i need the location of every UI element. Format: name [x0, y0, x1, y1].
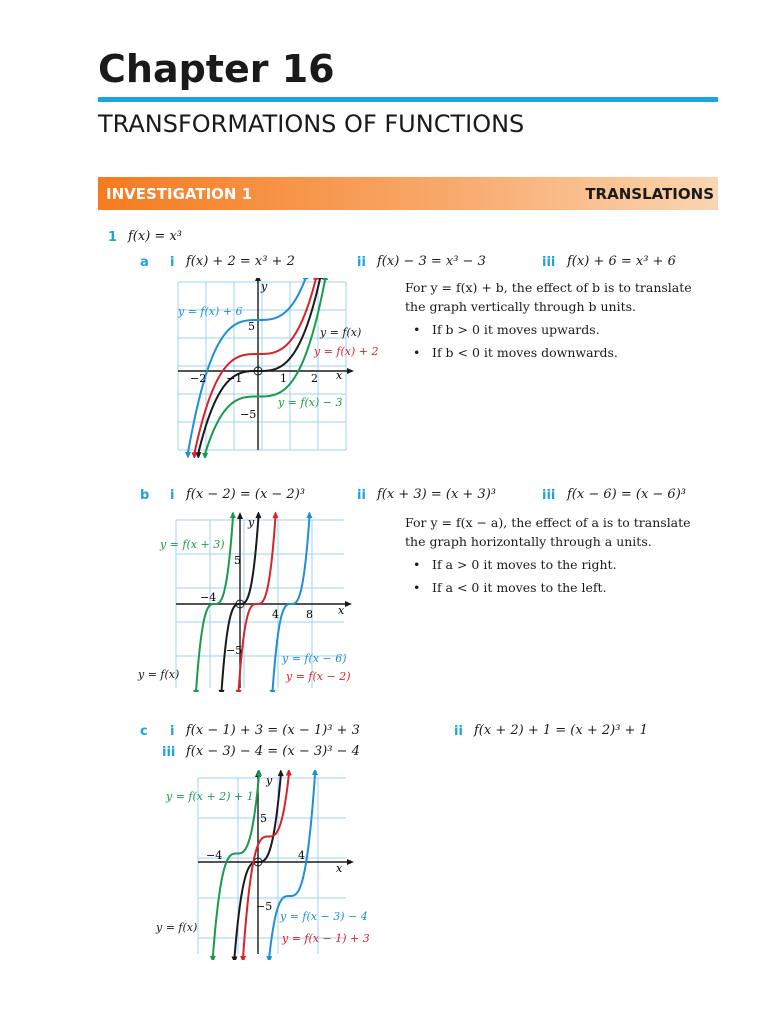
part-b-iii-num: iii	[542, 488, 556, 503]
part-b-note-2: the graph horizontally through a units.	[405, 534, 652, 549]
tick-label: 5	[234, 554, 241, 567]
curve-arrow	[272, 512, 278, 518]
tick-label: −4	[206, 849, 223, 862]
part-a-bullet-1: If b > 0 it moves upwards.	[432, 322, 600, 337]
curve-arrow	[185, 452, 191, 458]
tick-label: −2	[190, 372, 207, 385]
part-a-note-1: For y = f(x) + b, the effect of b is to translate	[405, 280, 692, 295]
axis-arrow	[345, 601, 352, 607]
chapter-subtitle: TRANSFORMATIONS OF FUNCTIONS	[98, 110, 525, 138]
curve-arrow	[240, 956, 246, 960]
part-b-ii-eq: f(x + 3) = (x + 3)³	[377, 487, 496, 502]
tick-label: 5	[260, 812, 267, 825]
graph-c	[150, 770, 380, 960]
tick-label: 1	[280, 372, 287, 385]
part-c-ii-num: ii	[454, 724, 463, 739]
part-a-ii-num: ii	[357, 255, 366, 270]
y-axis-label: y	[248, 516, 255, 529]
part-a-note-2: the graph vertically through b units.	[405, 299, 636, 314]
curve-label-right3: y = f(x − 3) − 4	[280, 910, 368, 923]
question-function: f(x) = x³	[128, 229, 182, 244]
curve-arrow	[236, 690, 242, 692]
curve-arrow	[230, 512, 236, 518]
curve-arrow	[322, 278, 328, 280]
part-b-ii-num: ii	[357, 488, 366, 503]
tick-label: 4	[272, 608, 279, 621]
tick-label: 2	[311, 372, 318, 385]
curve-arrow	[286, 770, 292, 775]
tick-label: −4	[200, 591, 217, 604]
curve-arrow	[270, 690, 276, 692]
curve-arrow	[278, 770, 284, 776]
curve-label-base: y = f(x)	[320, 326, 362, 339]
curve-arrow	[312, 770, 318, 775]
part-b-label: b	[140, 488, 150, 503]
part-b-note-1: For y = f(x − a), the effect of a is to translate	[405, 515, 691, 530]
curve-arrow	[193, 690, 199, 692]
x-axis-label: x	[336, 369, 343, 382]
part-c-label: c	[140, 724, 148, 739]
curve-label-base: y = f(x)	[156, 921, 198, 934]
curve-arrow	[191, 452, 197, 458]
tick-label: −5	[256, 900, 273, 913]
part-a-iii-eq: f(x) + 6 = x³ + 6	[567, 254, 676, 269]
part-a-iii-num: iii	[542, 255, 556, 270]
curve-arrow	[303, 278, 309, 279]
curve-label-left2: y = f(x + 2) + 1	[166, 790, 254, 803]
tick-label: 5	[248, 320, 255, 333]
graph-a	[168, 278, 388, 458]
curve-arrow	[202, 453, 208, 458]
axis-arrow	[347, 368, 354, 374]
tick-label: −1	[226, 372, 243, 385]
x-axis-label: x	[336, 862, 343, 875]
axis-arrow	[237, 512, 243, 519]
curve-arrow	[231, 957, 237, 960]
chapter-title: Chapter 16	[98, 47, 335, 91]
curve-label-up6: y = f(x) + 6	[178, 305, 243, 318]
question-number: 1	[108, 230, 118, 245]
part-b-i-num: i	[170, 488, 175, 503]
curve-right3	[269, 774, 315, 957]
curve-label-up2: y = f(x) + 2	[314, 345, 379, 358]
part-a-label: a	[140, 255, 149, 270]
bullet-dot: •	[413, 557, 421, 572]
x-axis-label: x	[338, 604, 345, 617]
curve-label-right1: y = f(x − 1) + 3	[282, 932, 370, 945]
axis-arrow	[347, 859, 354, 865]
part-b-iii-eq: f(x − 6) = (x − 6)³	[567, 487, 686, 502]
curve-arrow	[255, 512, 261, 518]
bullet-dot: •	[413, 322, 421, 337]
curve-arrow	[210, 956, 216, 960]
part-b-i-eq: f(x − 2) = (x − 2)³	[186, 487, 305, 502]
y-axis-label: y	[266, 774, 273, 787]
tick-label: 4	[298, 849, 305, 862]
investigation-label: INVESTIGATION 1	[106, 185, 253, 203]
curve-label-right6: y = f(x − 6)	[282, 652, 347, 665]
bullet-dot: •	[413, 580, 421, 595]
investigation-topic: TRANSLATIONS	[585, 185, 714, 203]
chapter-rule	[98, 97, 718, 102]
curve-label-base: y = f(x)	[138, 668, 180, 681]
tick-label: 8	[306, 608, 313, 621]
curve-arrow	[313, 278, 319, 280]
part-c-iii-num: iii	[162, 745, 176, 760]
curve-label-down3: y = f(x) − 3	[278, 396, 343, 409]
part-a-ii-eq: f(x) − 3 = x³ − 3	[377, 254, 486, 269]
part-b-bullet-2: If a < 0 it moves to the left.	[432, 580, 607, 595]
part-b-bullet-1: If a > 0 it moves to the right.	[432, 557, 617, 572]
tick-label: −5	[240, 408, 257, 421]
curve-arrow	[306, 512, 312, 518]
part-c-i-num: i	[170, 724, 175, 739]
y-axis-label: y	[261, 280, 268, 293]
curve-arrow	[219, 690, 225, 692]
curve-label-left3: y = f(x + 3)	[160, 538, 225, 551]
part-c-ii-eq: f(x + 2) + 1 = (x + 2)³ + 1	[474, 723, 648, 738]
part-c-i-eq: f(x − 1) + 3 = (x − 1)³ + 3	[186, 723, 360, 738]
part-a-i-num: i	[170, 255, 175, 270]
graph-a-grid	[178, 278, 354, 450]
tick-label: −5	[226, 644, 243, 657]
part-c-iii-eq: f(x − 3) − 4 = (x − 3)³ − 4	[186, 744, 360, 759]
curve-arrow	[266, 956, 272, 960]
part-a-i-eq: f(x) + 2 = x³ + 2	[186, 254, 295, 269]
graph-b	[136, 512, 366, 692]
part-a-bullet-2: If b < 0 it moves downwards.	[432, 345, 618, 360]
curve-label-right2: y = f(x − 2)	[286, 670, 351, 683]
bullet-dot: •	[413, 345, 421, 360]
